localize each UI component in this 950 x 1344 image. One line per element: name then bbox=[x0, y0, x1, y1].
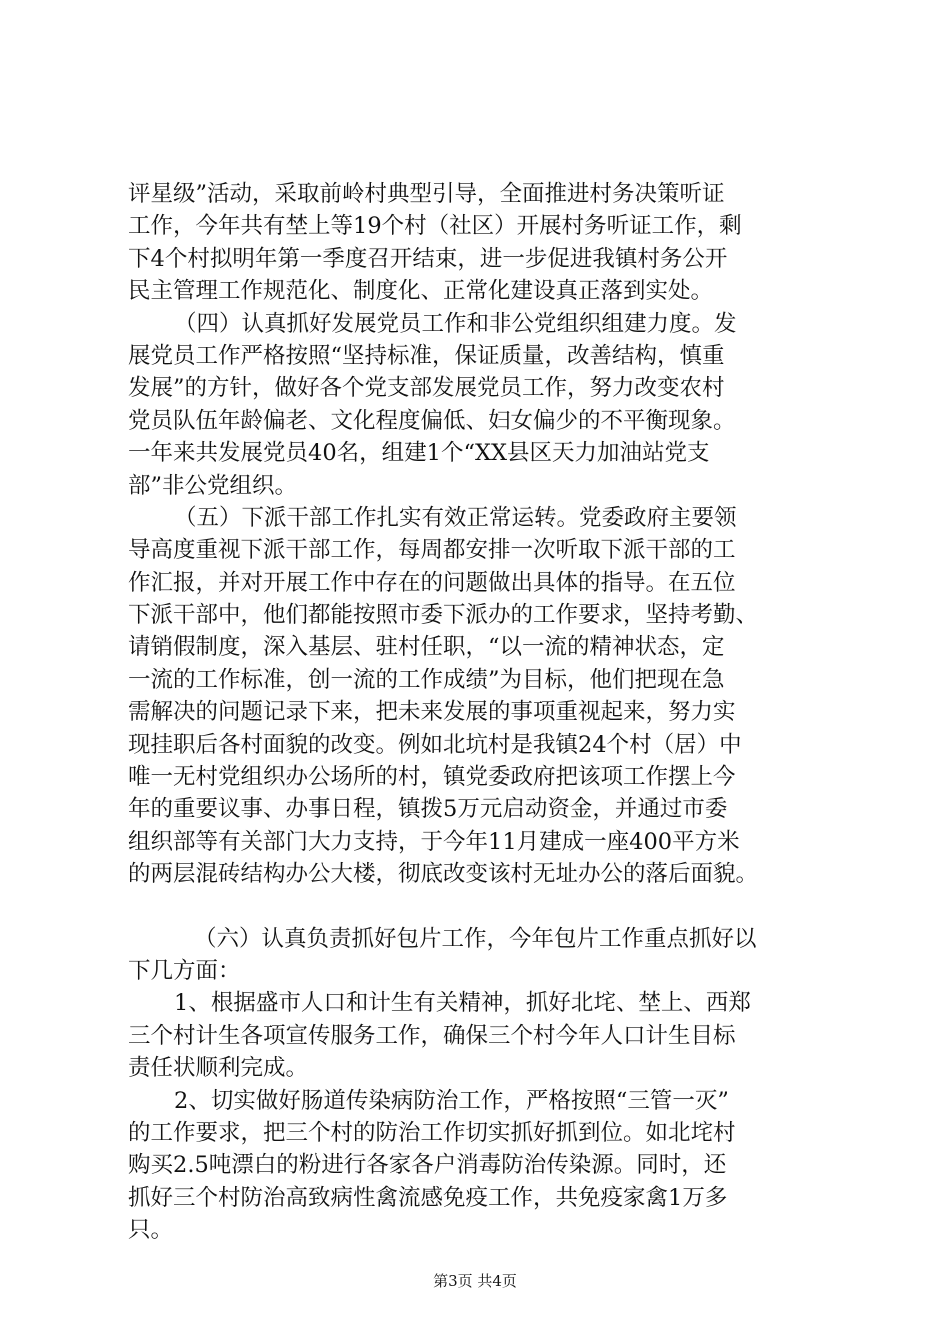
text-line: 抓好三个村防治高致病性禽流感免疫工作，共免疫家禽1万多 bbox=[128, 1184, 728, 1211]
text-line: 现挂职后各村面貌的改变。例如北坑村是我镇24个村（居）中 bbox=[128, 731, 742, 758]
page-number-footer: 第3页 共4页 bbox=[433, 1272, 517, 1290]
text-line: 民主管理工作规范化、制度化、正常化建设真正落到实处。 bbox=[128, 278, 714, 305]
text-line: 三个村计生各项宣传服务工作，确保三个村今年人口计生目标 bbox=[128, 1022, 736, 1049]
text-line: 工作，今年共有埜上等19个村（社区）开展村务听证工作，剩 bbox=[128, 213, 742, 240]
text-line: 一流的工作标准，创一流的工作成绩”为目标，他们把现在急 bbox=[128, 666, 725, 693]
text-line: 只。 bbox=[128, 1217, 174, 1244]
document-body bbox=[128, 178, 844, 1247]
text-line: 的两层混砖结构办公大楼，彻底改变该村无址办公的落后面貌。 bbox=[128, 861, 759, 888]
text-line: 组织部等有关部门大力支持，于今年11月建成一座400平方米 bbox=[128, 828, 740, 855]
text-line: 展党员工作严格按照“坚持标准，保证质量，改善结构，慎重 bbox=[128, 342, 725, 369]
text-line: 下派干部中，他们都能按照市委下派办的工作要求，坚持考勤、 bbox=[128, 602, 759, 629]
text-line: 部”非公党组织。 bbox=[128, 472, 298, 499]
text-line: 请销假制度，深入基层、驻村任职，“以一流的精神状态，定 bbox=[128, 634, 725, 661]
text-line: 导高度重视下派干部工作，每周都安排一次听取下派干部的工 bbox=[128, 537, 736, 564]
text-line: 发展”的方针，做好各个党支部发展党员工作，努力改变农村 bbox=[128, 375, 725, 402]
text-line: 下几方面： bbox=[128, 957, 241, 984]
section-heading-6: （六）认真负责抓好包片工作，今年包片工作重点抓好以 bbox=[194, 925, 757, 952]
blank-line bbox=[128, 891, 844, 923]
section-heading-4: （四）认真抓好发展党员工作和非公党组织组建力度。发 bbox=[174, 310, 737, 337]
text-line: 购买2.5吨漂白的粉进行各家各户消毒防治传染源。同时，还 bbox=[128, 1152, 727, 1179]
text-line: 唯一无村党组织办公场所的村，镇党委政府把该项工作摆上今 bbox=[128, 764, 736, 791]
text-line: 需解决的问题记录下来，把未来发展的事项重视起来，努力实 bbox=[128, 699, 736, 726]
text-line: 年的重要议事、办事日程，镇拨5万元启动资金，并通过市委 bbox=[128, 796, 728, 823]
section-heading-5: （五）下派干部工作扎实有效正常运转。党委政府主要领 bbox=[174, 504, 737, 531]
text-line: 评星级”活动，采取前岭村典型引导，全面推进村务决策听证 bbox=[128, 181, 725, 207]
list-item-1: 1、根据盛市人口和计生有关精神，抓好北垞、埜上、西郑 bbox=[174, 990, 751, 1017]
text-line: 一年来共发展党员40名，组建1个“XX县区天力加油站党支 bbox=[128, 440, 710, 467]
text-line: 作汇报，并对开展工作中存在的问题做出具体的指导。在五位 bbox=[128, 569, 736, 596]
text-line: 党员队伍年龄偏老、文化程度偏低、妇女偏少的不平衡现象。 bbox=[128, 407, 736, 434]
text-line: 的工作要求，把三个村的防治工作切实抓好抓到位。如北垞村 bbox=[128, 1119, 736, 1146]
text-line: 下4个村拟明年第一季度召开结束，进一步促进我镇村务公开 bbox=[128, 245, 728, 272]
text-line: 责任状顺利完成。 bbox=[128, 1055, 309, 1082]
list-item-2: 2、切实做好肠道传染病防治工作，严格按照“三管一灭” bbox=[174, 1087, 729, 1114]
